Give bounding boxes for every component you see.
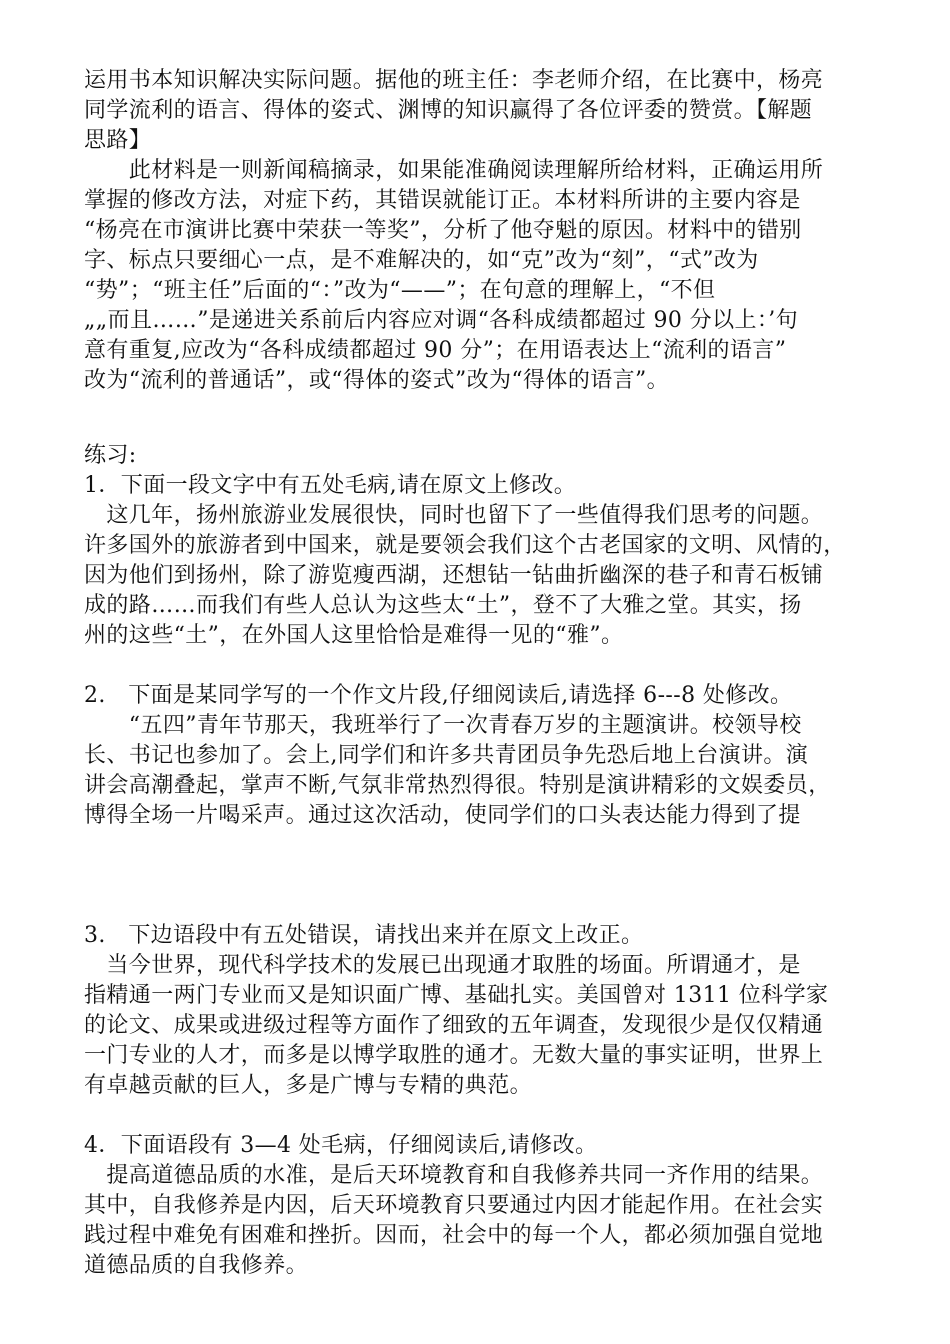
question-4-line: 4．下面语段有 3—4 处毛病，仔细阅读后,请修改。 <box>84 1133 598 1158</box>
question-1-line: 许多国外的旅游者到中国来，就是要领会我们这个古老国家的文明、风情的， <box>84 533 846 558</box>
question-1-line: 州的这些“土”，在外国人这里恰恰是难得一见的“雅”。 <box>84 623 624 648</box>
document-page <box>84 66 874 1281</box>
question-3-line: 的论文、成果或进级过程等方面作了细致的五年调查，发现很少是仅仅精通 <box>84 1013 824 1038</box>
question-3-line: 有卓越贡献的巨人，多是广博与专精的典范。 <box>84 1073 533 1098</box>
question-3-line: 3. 下边语段中有五处错误，请找出来并在原文上改正。 <box>84 923 644 948</box>
intro-line: 运用书本知识解决实际问题。据他的班主任：李老师介绍，在比赛中，杨亮 <box>84 68 824 93</box>
intro-line: 字、标点只要细心一点，是不难解决的，如“克”改为“刻”，“式”改为 <box>84 248 759 273</box>
question-4-line: 其中，自我修养是内因，后天环境教育只要通过内因才能起作用。在社会实 <box>84 1193 824 1218</box>
intro-section <box>84 66 874 396</box>
spacer <box>84 1101 874 1131</box>
intro-line: 同学流利的语言、得体的姿式、渊博的知识赢得了各位评委的赞赏。【解题 <box>84 98 813 123</box>
question-2-line: 博得全场一片喝采声。通过这次活动，使同学们的口头表达能力得到了提 <box>84 803 801 828</box>
intro-line: “势”；“班主任”后面的“：”改为“——”；在句意的理解上，“不但 <box>84 278 716 303</box>
question-1-line: 这几年，扬州旅游业发展很快，同时也留下了一些值得我们思考的问题。 <box>84 503 824 528</box>
spacer <box>84 396 874 441</box>
question-2-line: 2. 下面是某同学写的一个作文片段,仔细阅读后,请选择 6---8 处修改。 <box>84 683 793 708</box>
intro-line: „„而且……”是递进关系前后内容应对调“各科成绩都超过 90 分以上：’句 <box>84 308 799 333</box>
question-3-line: 当今世界，现代科学技术的发展已出现通才取胜的场面。所谓通才，是 <box>84 953 801 978</box>
spacer <box>84 651 874 681</box>
question-2-line: 长、书记也参加了。会上,同学们和许多共青团员争先恐后地上台演讲。演 <box>84 743 809 768</box>
question-1-line: 因为他们到扬州，除了游览瘦西湖，还想钻一钻曲折幽深的巷子和青石板铺 <box>84 563 824 588</box>
question-2-line: “五四”青年节那天，我班举行了一次青春万岁的主题演讲。校领导校 <box>84 713 802 738</box>
question-3 <box>84 921 874 1101</box>
practice-heading: 练习: <box>84 443 137 468</box>
question-1 <box>84 471 874 651</box>
question-4-line: 道德品质的自我修养。 <box>84 1253 309 1278</box>
question-4-line: 践过程中难免有困难和挫折。因而，社会中的每一个人，都必须加强自觉地 <box>84 1223 824 1248</box>
question-1-line: 1．下面一段文字中有五处毛病,请在原文上修改。 <box>84 473 577 498</box>
intro-line: 此材料是一则新闻稿摘录，如果能准确阅读理解所给材料，正确运用所 <box>84 158 824 183</box>
intro-line: 意有重复,应改为“各科成绩都超过 90 分”；在用语表达上“流利的语言” <box>84 338 787 363</box>
question-4 <box>84 1131 874 1281</box>
question-4-line: 提高道德品质的水准，是后天环境教育和自我修养共同一齐作用的结果。 <box>84 1163 824 1188</box>
question-2-line: 讲会高潮叠起，掌声不断,气氛非常热烈得很。特别是演讲精彩的文娱委员， <box>84 773 831 798</box>
question-3-line: 指精通一两门专业而又是知识面广博、基础扎实。美国曾对 1311 位科学家 <box>84 983 829 1008</box>
question-1-line: 成的路……而我们有些人总认为这些太“土”，登不了大雅之堂。其实，扬 <box>84 593 802 618</box>
intro-line: “杨亮在市演讲比赛中荣获一等奖”，分析了他夺魁的原因。材料中的错别 <box>84 218 802 243</box>
spacer <box>84 831 874 921</box>
question-3-line: 一门专业的人才，而多是以博学取胜的通才。无数大量的事实证明，世界上 <box>84 1043 824 1068</box>
intro-line: 改为“流利的普通话”，或“得体的姿式”改为“得体的语言”。 <box>84 368 670 393</box>
intro-line: 思路】 <box>84 128 152 153</box>
intro-line: 掌握的修改方法，对症下药，其错误就能订正。本材料所讲的主要内容是 <box>84 188 801 213</box>
question-2 <box>84 681 874 831</box>
